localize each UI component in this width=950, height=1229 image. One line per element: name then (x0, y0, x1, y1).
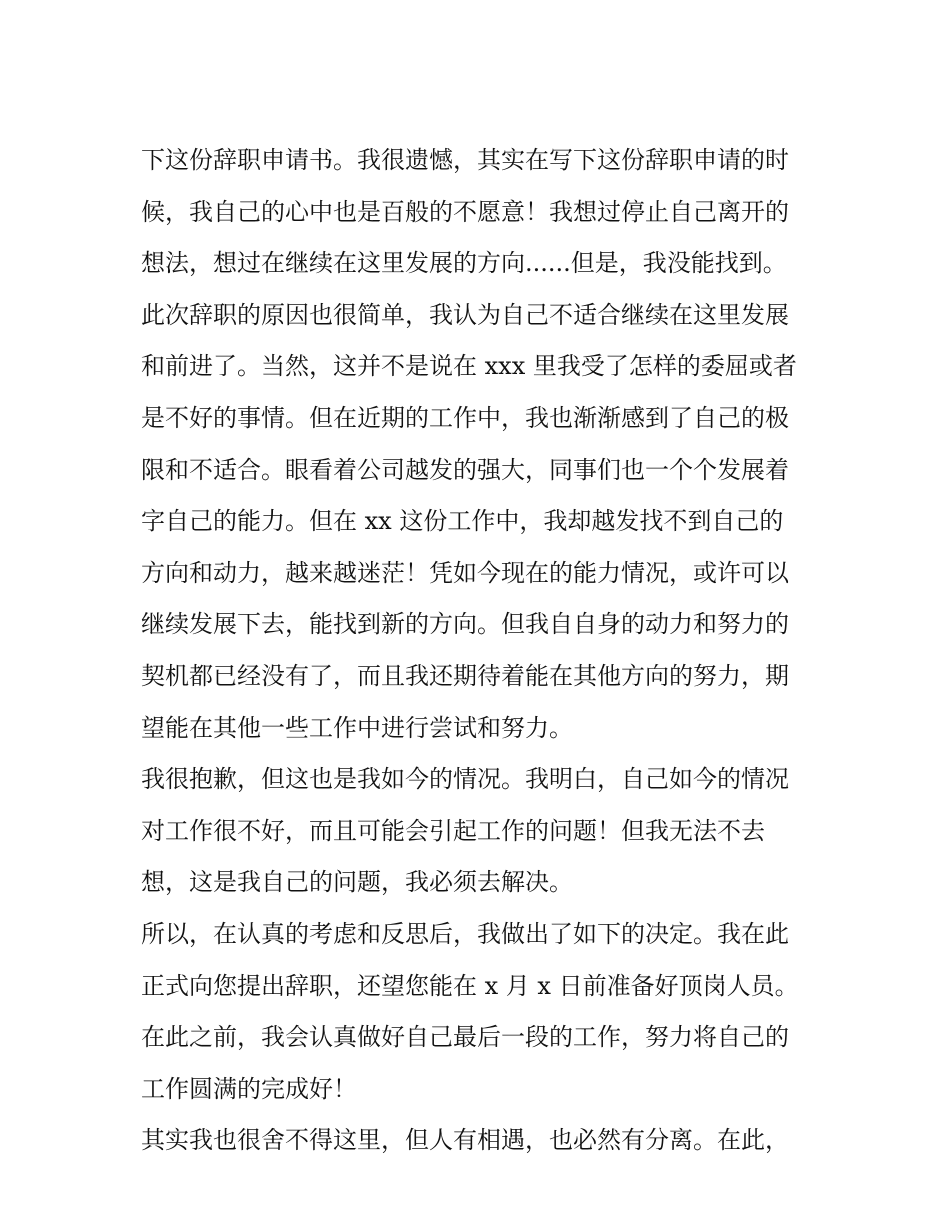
text-line: 我很抱歉，但这也是我如今的情况。我明白，自己如今的情况 (141, 765, 789, 794)
text-line: 其实我也很舍不得这里，但人有相遇，也必然有分离。在此， (141, 1126, 789, 1155)
text-line: 此次辞职的原因也很简单，我认为自己不适合继续在这里发展 (141, 300, 789, 329)
text-line: 继续发展下去，能找到新的方向。但我自自身的动力和努力的 (141, 610, 789, 639)
text-line: 所以，在认真的考虑和反思后，我做出了如下的决定。我在此 (141, 919, 789, 948)
text-line: 下这份辞职申请书。我很遗憾，其实在写下这份辞职申请的时 (141, 146, 789, 174)
text-line: 望能在其他一些工作中进行尝试和努力。 (141, 713, 573, 742)
text-line: 工作圆满的完成好！ (141, 1074, 357, 1103)
text-line: 正式向您提出辞职，还望您能在 x 月 x 日前准备好顶岗人员。 (141, 971, 799, 1000)
text-line: 候，我自己的心中也是百般的不愿意！我想过停止自己离开的 (141, 197, 789, 226)
text-line: 契机都已经没有了，而且我还期待着能在其他方向的努力，期 (141, 661, 789, 690)
text-line: 和前进了。当然，这并不是说在 xxx 里我受了怎样的委屈或者 (141, 352, 797, 381)
text-line: 对工作很不好，而且可能会引起工作的问题！但我无法不去 (141, 816, 765, 845)
text-line: 想，这是我自己的问题，我必须去解决。 (141, 868, 573, 897)
text-line: 方向和动力，越来越迷茫！凭如今现在的能力情况，或许可以 (141, 558, 789, 587)
text-line: 在此之前，我会认真做好自己最后一段的工作，努力将自己的 (141, 1023, 789, 1052)
text-line: 想法，想过在继续在这里发展的方向......但是，我没能找到。 (141, 249, 787, 278)
text-line: 是不好的事情。但在近期的工作中，我也渐渐感到了自己的极 (141, 403, 789, 432)
text-line: 限和不适合。眼看着公司越发的强大，同事们也一个个发展着 (141, 455, 789, 484)
document-body (141, 135, 821, 1167)
text-line: 字自己的能力。但在 xx 这份工作中，我却越发找不到自己的 (141, 507, 784, 536)
